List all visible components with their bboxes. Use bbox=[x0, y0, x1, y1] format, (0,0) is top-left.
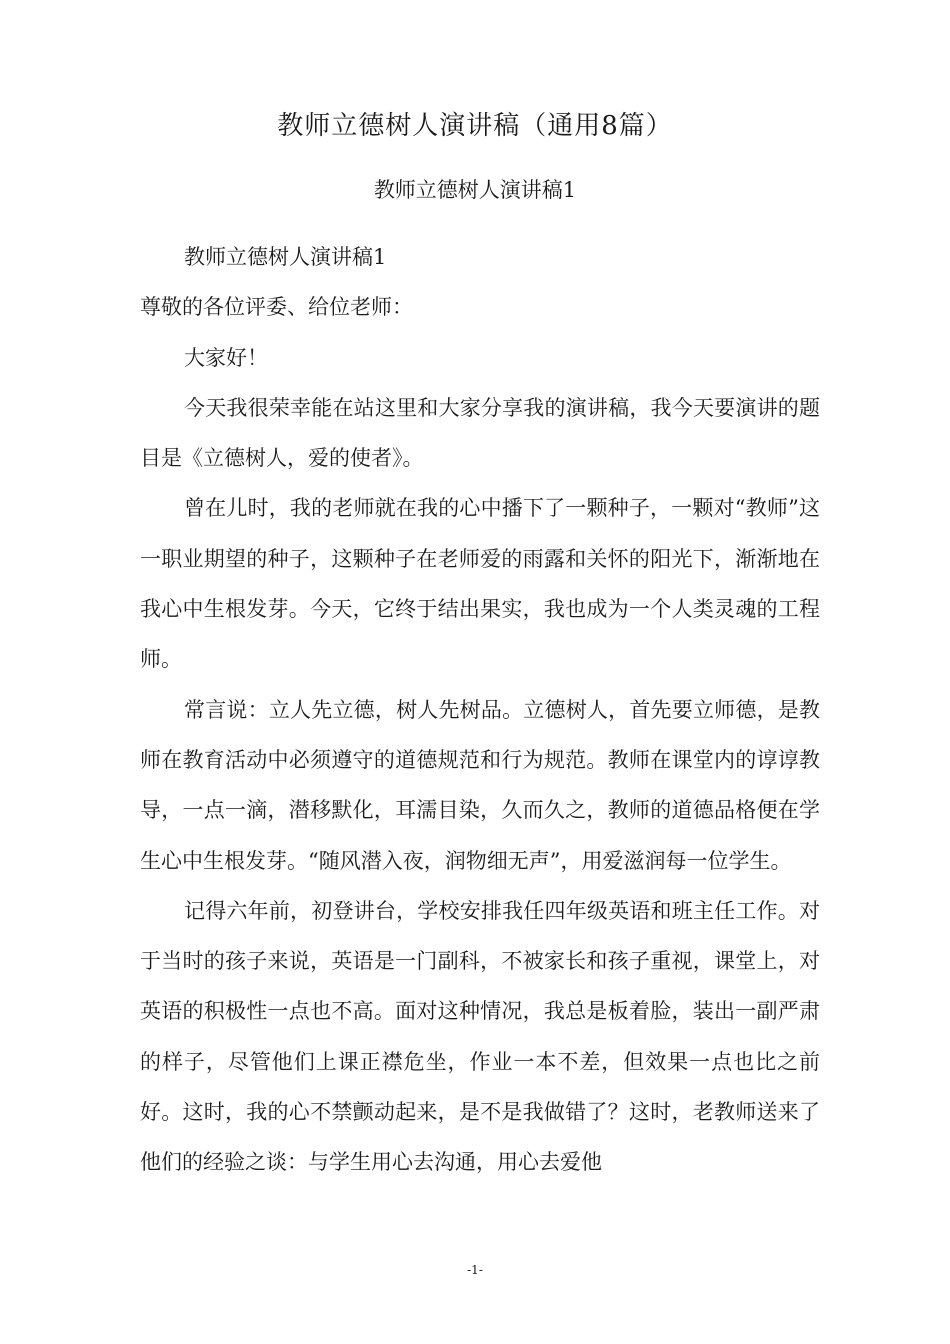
paragraph: 曾在儿时，我的老师就在我的心中播下了一颗种子，一颗对“教师”这一职业期望的种子，这颗种子在老师爱的雨露和关怀的阳光下，渐渐地在我心中生根发芽。今天，它终于结出果实，我也成为一个人类灵魂的工程师。 bbox=[140, 496, 820, 672]
paragraph-salutation: 尊敬的各位评委、给位老师： bbox=[140, 295, 413, 320]
paragraph-heading: 教师立德树人演讲稿1 bbox=[184, 245, 387, 269]
paragraph-greeting: 大家好！ bbox=[184, 345, 268, 370]
paragraph: 常言说：立人先立德，树人先树品。立德树人，首先要立师德，是教师在教育活动中必须遵守的道德规范和行为规范。教师在课堂内的谆谆教导，一点一滴，潜移默化，耳濡目染，久而久之，教师的道德品格便在学生心中生根发芽。“随风潜入夜，润物细无声”，用爱滋润每一位学生。 bbox=[140, 697, 820, 873]
page-number: -1- bbox=[467, 1263, 483, 1277]
paragraph: 记得六年前，初登讲台，学校安排我任四年级英语和班主任工作。对于当时的孩子来说，英语是一门副科，不被家长和孩子重视，课堂上，对英语的积极性一点也不高。面对这种情况，我总是板着脸，装出一副严肃的样子，尽管他们上课正襟危坐，作业一本不差，但效果一点也比之前好。这时，我的心不禁颤动起来，是不是我做错了？这时，老教师送来了他们的经验之谈：与学生用心去沟通，用心去爱他 bbox=[140, 898, 820, 1175]
document-body bbox=[140, 232, 820, 1188]
document-title: 教师立德树人演讲稿（通用8篇） bbox=[277, 111, 673, 141]
document-subtitle: 教师立德树人演讲稿1 bbox=[373, 178, 577, 202]
paragraph: 今天我很荣幸能在站这里和大家分享我的演讲稿，我今天要演讲的题目是《立德树人，爱的使者》。 bbox=[140, 395, 820, 471]
